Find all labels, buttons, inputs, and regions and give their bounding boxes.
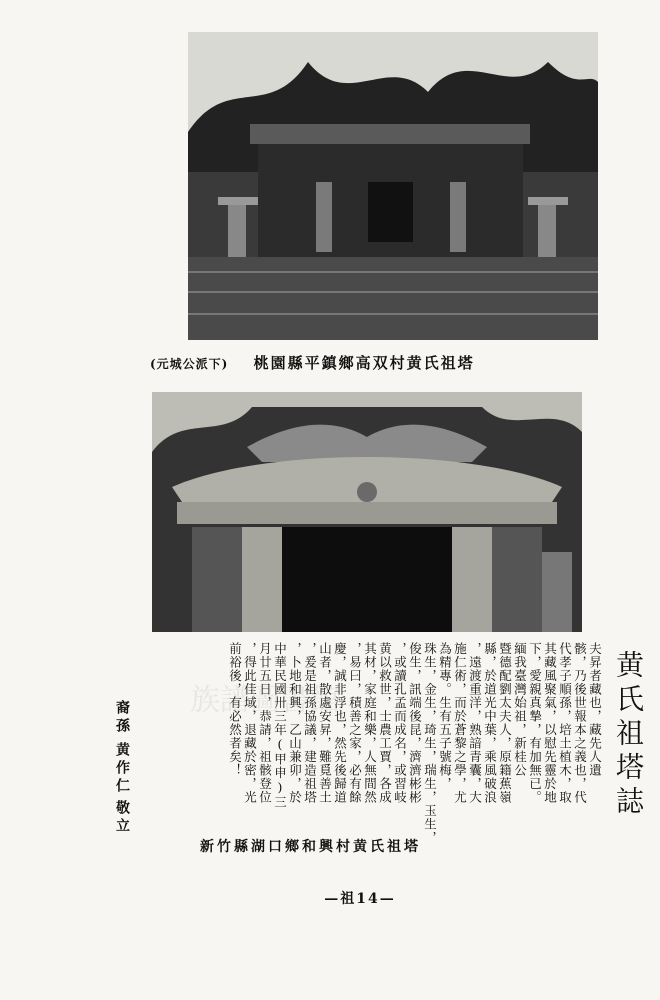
photo-pingzhen-ancestral-tower xyxy=(188,32,598,340)
inscription-column: 為精專。生有五子號梅， xyxy=(437,642,453,791)
inscription-column: ，得此佳域，退藏於密，光 xyxy=(242,642,258,804)
inscription-column: 俊生，訊端後昆，濟濟彬彬 xyxy=(407,642,423,804)
signature-suffix: 敬立 xyxy=(114,800,130,836)
signature-name: 黄作仁 xyxy=(114,742,130,796)
inscription-column: 代孝子順孫，培土植木，取 xyxy=(557,642,573,804)
inscription-column: ，易曰，積善之家，必有餘 xyxy=(347,642,363,804)
inscription-column: 夫昇者藏也，藏先人遺 xyxy=(587,642,603,777)
inscription-column: 月廿五日，恭請，祖骸登位 xyxy=(257,642,273,804)
bottom-photo-caption: 新竹縣湖口鄉和興村黄氏祖塔 xyxy=(200,839,421,855)
inscription-column: 山者，散處安昇，難覓善土 xyxy=(317,642,333,804)
inscription-column: 下，愛親真摯，有加無已。 xyxy=(527,642,543,804)
photo-hukou-ancestral-tower xyxy=(152,392,582,632)
inscription-column: 緬我臺灣始祖，新桂公 xyxy=(512,642,528,777)
tower-photo-illustration xyxy=(188,32,598,340)
inscription-column: 施仁術，而於蒼黎之學，尤 xyxy=(452,642,468,804)
signature-label: 裔孫 xyxy=(114,700,130,736)
inscription-column: 其材，家庭和樂，人無間然 xyxy=(362,642,378,804)
inscription-column: 前裕後，有必然者矣！ xyxy=(227,642,243,777)
inscription-column: 珠生，金生，琦生，瑞生，玉生， xyxy=(422,642,438,845)
inscription-column: 縣，於道光中葉，乘風破浪 xyxy=(482,642,498,804)
top-caption-source: (元城公派下) xyxy=(150,357,229,371)
gate-photo-illustration xyxy=(152,392,582,632)
inscription-title: 黄氏祖塔誌 xyxy=(612,650,645,820)
inscription-column: 黄以救世，士農工賈，各成 xyxy=(377,642,393,804)
top-photo-caption xyxy=(150,352,610,373)
inscription-column: ，卜地和興，乙山兼卯，於 xyxy=(287,642,303,804)
inscription-column: 骸，乃後世報本之義也，代 xyxy=(572,642,588,804)
page-number: —祖14— xyxy=(324,891,396,907)
inscription-column: ，遠渡重洋，熟諳青囊，大 xyxy=(467,642,483,804)
inscription-column: 中華民國卅三年(甲申)三 xyxy=(272,642,288,809)
top-caption-title: 桃園縣平鎮鄉高双村黄氏祖塔 xyxy=(253,354,475,372)
inscription-column: 慶，誠非浮也，然先後歸道 xyxy=(332,642,348,804)
inscription-column: 暨德配劉太夫人，原籍蕉嶺 xyxy=(497,642,513,804)
inscription-column: ，或讀孔孟而成名，或習岐 xyxy=(392,642,408,804)
watermark: 族譜圖書館 xyxy=(190,683,340,718)
inscription-column: 其藏風聚氣，以慰先靈於地 xyxy=(542,642,558,804)
inscription-column: ，爰是祖孫協議，建造祖塔 xyxy=(302,642,318,804)
